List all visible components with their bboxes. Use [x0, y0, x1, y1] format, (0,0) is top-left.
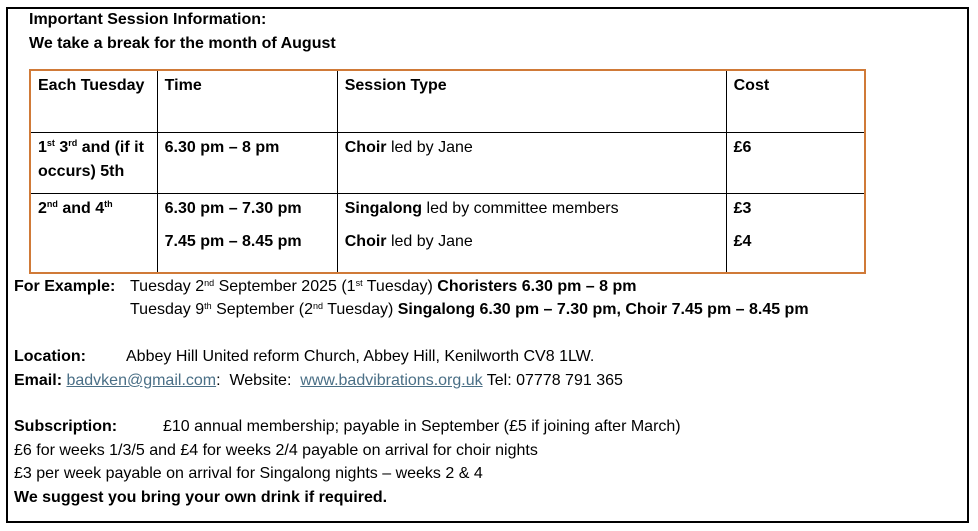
- header-time: Time: [157, 70, 337, 132]
- subscription-label: Subscription:: [14, 418, 118, 435]
- weeks-cell: 2nd and 4th: [30, 193, 157, 273]
- website-link[interactable]: www.badvibrations.org.uk: [300, 372, 483, 389]
- cost-cell: £6: [726, 132, 865, 193]
- session-cell: Singalong led by committee members Choir led by Jane: [337, 193, 726, 273]
- email-link[interactable]: badvken@gmail.com: [66, 372, 217, 389]
- info-title: Important Session Information:: [29, 11, 267, 28]
- contact-line: [14, 371, 623, 391]
- example-line-2: Tuesday 9th September (2nd Tuesday) Singalong 6.30 pm – 7.30 pm, Choir 7.45 pm – 8.45 pm: [130, 300, 809, 318]
- table-row: [30, 132, 865, 193]
- cost-cell: £3 £4: [726, 193, 865, 273]
- subscription-choir-fees: £6 for weeks 1/3/5 and £4 for weeks 2/4 payable on arrival for choir nights: [14, 442, 538, 459]
- example-label: For Example:: [14, 278, 116, 295]
- table-header-row: [30, 70, 865, 132]
- location-value: Abbey Hill United reform Church, Abbey Hill, Kenilworth CV8 1LW.: [126, 348, 595, 365]
- header-cost: Cost: [726, 70, 865, 132]
- email-label: Email:: [14, 372, 63, 389]
- website-label: : Website:: [216, 372, 301, 389]
- break-note: We take a break for the month of August: [29, 35, 336, 52]
- weeks-cell: 1st 3rd and (if it occurs) 5th: [30, 132, 157, 193]
- location-label: Location:: [14, 348, 86, 365]
- time-cell: 6.30 pm – 7.30 pm 7.45 pm – 8.45 pm: [157, 193, 337, 273]
- table-row: [30, 193, 865, 273]
- time-cell: 6.30 pm – 8 pm: [157, 132, 337, 193]
- telephone: Tel: 07778 791 365: [482, 372, 623, 389]
- subscription-singalong-fees: £3 per week payable on arrival for Singalong nights – weeks 2 & 4: [14, 465, 483, 482]
- drink-note: We suggest you bring your own drink if required.: [14, 489, 388, 506]
- header-session-type: Session Type: [337, 70, 726, 132]
- header-each-tuesday: Each Tuesday: [30, 70, 157, 132]
- session-cell: Choir led by Jane: [337, 132, 726, 193]
- subscription-value: £10 annual membership; payable in September (£5 if joining after March): [163, 418, 681, 435]
- session-table: [29, 69, 866, 274]
- example-line-1: Tuesday 2nd September 2025 (1st Tuesday) Choristers 6.30 pm – 8 pm: [130, 277, 637, 295]
